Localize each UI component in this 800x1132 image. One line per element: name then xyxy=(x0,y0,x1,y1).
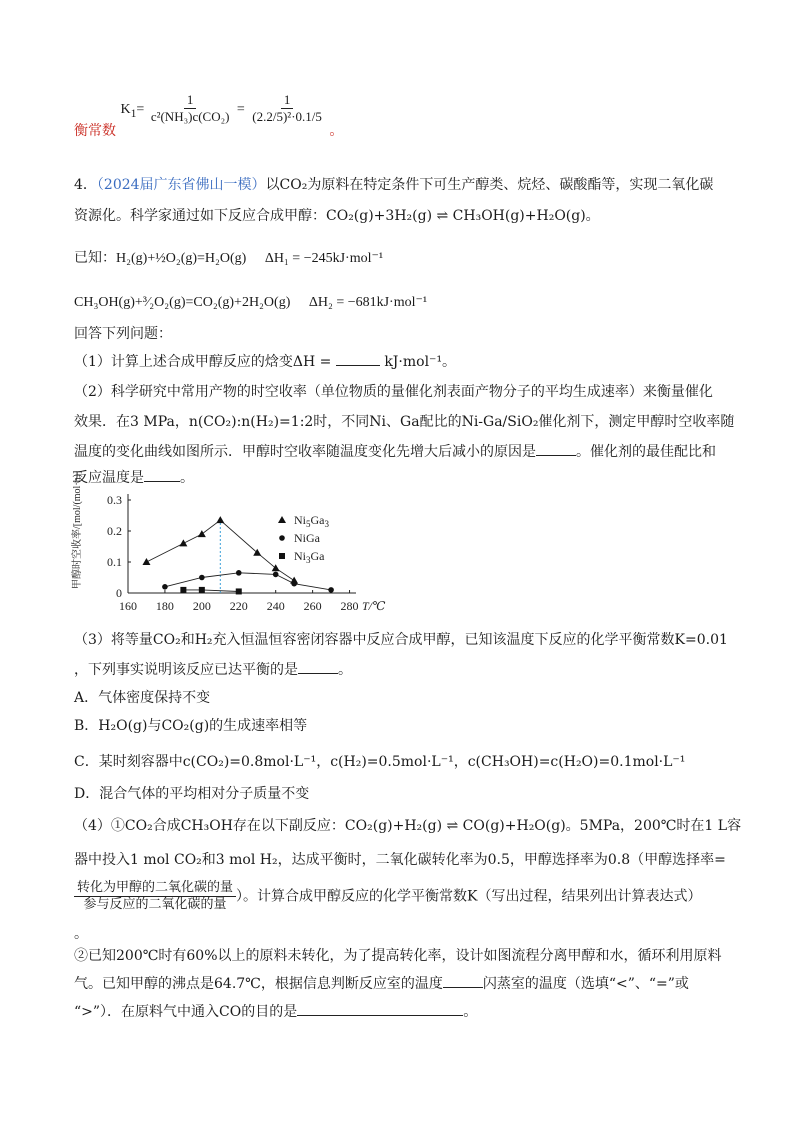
fraction-1: $\frac{1}{\text{c²(NH₃)c(CO₂)}}$ xyxy=(150,92,230,124)
k1-sub: 1 xyxy=(130,106,137,120)
part1: （1）计算上述合成甲醇反应的焓变ΔH = kJ·mol⁻¹。 xyxy=(74,354,457,370)
y-tick-label: 0.3 xyxy=(107,493,122,507)
data-point-circle xyxy=(236,570,242,576)
part4-line1: （4）①CO₂合成CH₃OH存在以下副反应：CO₂(g)+H₂(g) ⇌ CO(g)+H₂O(g)。5MPa，200℃时在1 L容 xyxy=(74,818,742,834)
y-tick-label: 0 xyxy=(116,586,122,600)
data-point-triangle xyxy=(198,530,206,537)
selectivity-fraction: $\frac{\text{转化为甲醇的二氧化碳的量}}{\text{参与反应的二氧化碳的量}}$ xyxy=(74,880,236,913)
fraction-2: $\frac{1}{\text{(2.2/5)²·0.1/5}}$ xyxy=(252,92,322,124)
legend-label: NiGa xyxy=(294,531,320,545)
series-line xyxy=(165,573,331,590)
part2-line1: （2）科学研究中常用产物的时空收率（单位物质的量催化剂表面产物分子的平均生成速率）来衡量催化 xyxy=(74,384,713,400)
legend-label: $Ni_5Ga_3$ xyxy=(294,513,329,529)
option-c: C．某时刻容器中c(CO₂)=0.8mol·L⁻¹，c(H₂)=0.5mol·L⁻¹，c(CH₃OH)=c(H₂O)=0.1mol·L⁻¹ xyxy=(74,754,686,770)
data-point-square xyxy=(180,587,186,593)
data-point-triangle xyxy=(272,564,280,571)
part3-blank xyxy=(298,673,338,674)
x-tick-label: 160 xyxy=(119,599,137,613)
data-point-triangle xyxy=(142,558,150,565)
data-point-triangle xyxy=(216,516,224,523)
part4-line2: 器中投入1 mol CO₂和3 mol H₂，达成平衡时，二氧化碳转化率为0.5，甲醇选择率为0.8（甲醇选择率= xyxy=(74,852,726,868)
x-tick-label: 280 xyxy=(340,599,359,613)
data-point-circle xyxy=(273,572,279,578)
x-tick-label: 200 xyxy=(192,599,211,613)
part4-line4: 。 xyxy=(74,926,88,942)
part4-line3: $\frac{\text{转化为甲醇的二氧化碳的量}}{\text{参与反应的二氧化碳的量}}$ ）。计算合成甲醇反应的化学平衡常数K（写出过程，结果列出计算表达式） xyxy=(74,880,701,913)
part1-blank xyxy=(336,365,380,366)
data-point-triangle xyxy=(179,539,187,546)
part2-line4: 反应温度是 。 xyxy=(74,470,194,486)
k1-label: K xyxy=(120,101,131,117)
option-a: A．气体密度保持不变 xyxy=(74,690,211,706)
x-axis-label: T/℃ xyxy=(362,599,386,613)
k1-expression: 衡常数 $K_1=$ $\frac{1}{\text{c²(NH₃)c(CO₂)}}$ = $\frac{1}{\text{(2.2/5)²·0.1/5}}$ 。 xyxy=(74,92,344,139)
series-line xyxy=(183,590,238,592)
option-b: B．H₂O(g)与CO₂(g)的生成速率相等 xyxy=(74,718,308,734)
x-tick-label: 240 xyxy=(266,599,285,613)
data-point-circle xyxy=(162,584,168,590)
data-point-circle xyxy=(199,575,205,581)
top-red-prefix: 衡常数 xyxy=(74,122,116,139)
top-red-suffix: 。 xyxy=(329,122,344,139)
part4-2-blank1 xyxy=(443,987,483,988)
known-eq1: 已知：H₂(g)+½O₂(g)=H₂O(g) ΔH₁ = −245kJ·mol⁻¹ xyxy=(74,250,384,266)
q4-intro-line1: 4．（2024届广东省佛山一模）以CO₂为原料在特定条件下可生产醇类、烷烃、碳酸酯等，实现二氧化碳 xyxy=(74,177,714,193)
part4-2-blank2 xyxy=(297,1015,463,1016)
legend-marker-triangle xyxy=(278,516,286,523)
part3-line2: ，下列事实说明该反应已达平衡的是 。 xyxy=(74,662,352,678)
data-point-square xyxy=(236,588,242,594)
y-tick-label: 0.1 xyxy=(107,555,122,569)
part3-line1: （3）将等量CO₂和H₂充入恒温恒容密闭容器中反应合成甲醇，已知该温度下反应的化学平衡常数K=0.01 xyxy=(74,632,728,648)
q4-number: 4． xyxy=(74,177,97,193)
answer-prompt: 回答下列问题： xyxy=(74,326,172,342)
part2-line3: 温度的变化曲线如图所示．甲醇时空收率随温度变化先增大后减小的原因是 。催化剂的最佳配比和 xyxy=(74,444,716,460)
option-d: D．混合气体的平均相对分子质量不变 xyxy=(74,786,310,802)
part2-blank2 xyxy=(144,481,180,482)
x-tick-label: 260 xyxy=(303,599,322,613)
data-point-circle xyxy=(291,581,297,587)
part4-2-line2: 气。已知甲醇的沸点是64.7℃，根据信息判断反应室的温度 闪蒸室的温度（选填“<”、“=”或 xyxy=(74,976,689,992)
q4-source: （2024届广东省佛山一模） xyxy=(96,177,266,193)
x-tick-label: 220 xyxy=(229,599,248,613)
y-tick-label: 0.2 xyxy=(107,524,122,538)
legend-marker-square xyxy=(279,553,285,559)
part4-2-line1: ②已知200℃时有60%以上的原料未转化，为了提高转化率，设计如图流程分离甲醇和水，循环利用原料 xyxy=(74,948,722,964)
part4-2-line3: “>”）．在原料气中通入CO的目的是 。 xyxy=(74,1004,478,1020)
legend-marker-circle xyxy=(279,535,285,541)
known-eq2: CH₃OH(g)+³⁄₂O₂(g)=CO₂(g)+2H₂O(g) ΔH₂ = −681kJ·mol⁻¹ xyxy=(74,295,428,310)
part2-line2: 效果．在3 MPa，n(CO₂):n(H₂)=1:2时，不同Ni、Ga配比的Ni-Ga/SiO₂催化剂下，测定甲醇时空收率随 xyxy=(74,414,735,430)
data-point-circle xyxy=(328,587,334,593)
y-axis-label: 甲醇时空收率/[mol/(mol·h)] xyxy=(72,470,83,589)
part2-blank1 xyxy=(536,455,576,456)
q4-intro-line2: 资源化。科学家通过如下反应合成甲醇：CO₂(g)+3H₂(g) ⇌ CH₃OH(g)+H₂O(g)。 xyxy=(74,208,600,224)
legend-label: $Ni_3Ga$ xyxy=(294,549,325,565)
data-point-square xyxy=(199,587,205,593)
x-tick-label: 180 xyxy=(155,599,174,613)
